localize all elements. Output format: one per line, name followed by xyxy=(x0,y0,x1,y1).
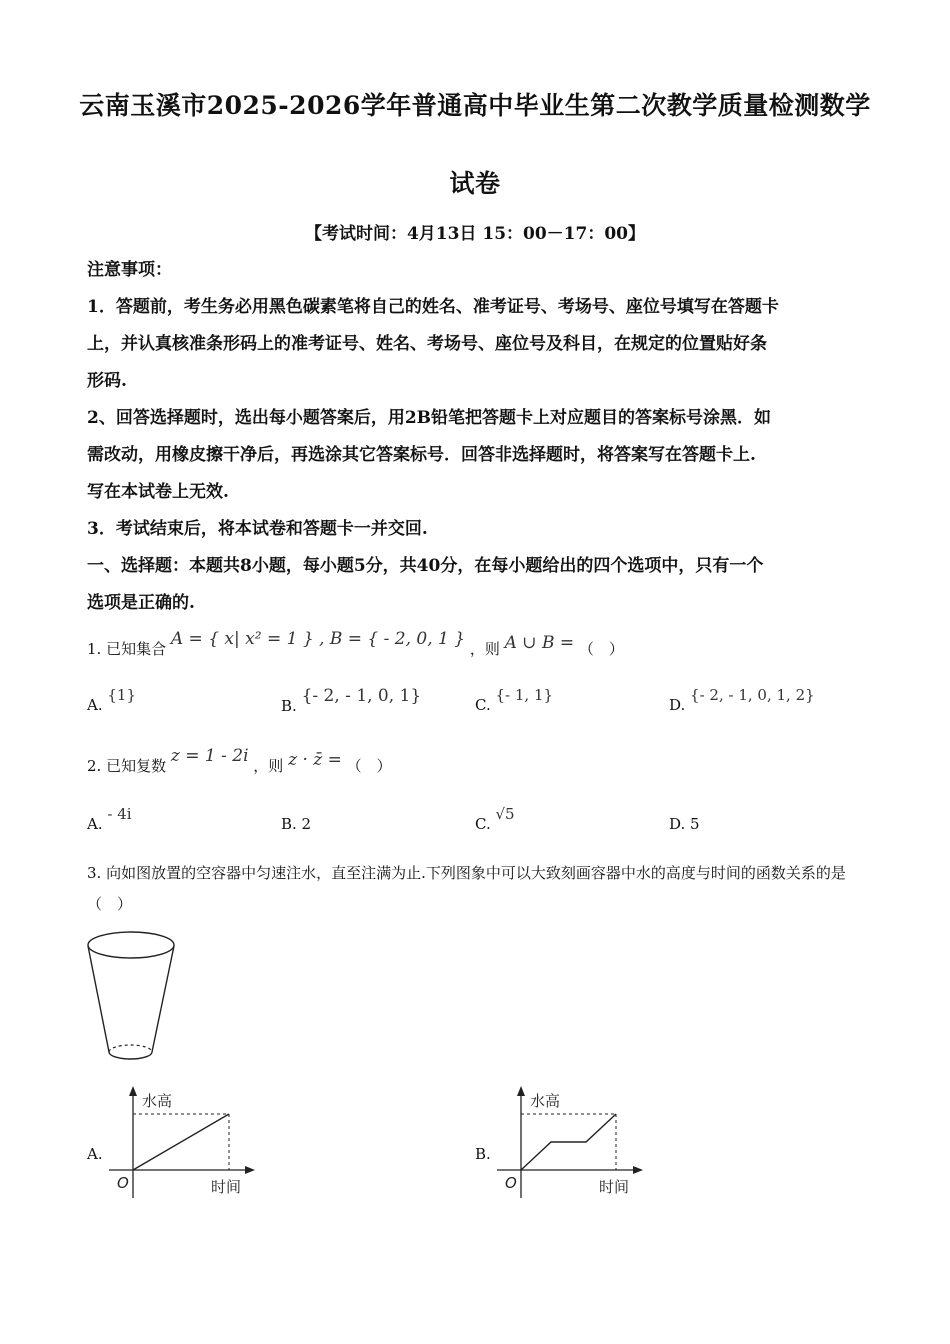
notice-block xyxy=(87,252,867,622)
question-2 xyxy=(87,746,392,776)
q1-set-definition: A = { x| x² = 1 } , B = { - 2, 0, 1 } xyxy=(170,629,466,649)
question-1 xyxy=(87,629,624,659)
container-base-back xyxy=(109,1045,152,1052)
q2-prefix: 2. 已知复数 xyxy=(87,757,167,775)
q2-mid: ，则 xyxy=(253,757,284,775)
q3-graph-a xyxy=(105,1084,265,1204)
graph-b-xlabel: 时间 xyxy=(599,1178,630,1196)
graph-a-x-arrow xyxy=(245,1166,255,1174)
q2-option-a[interactable]: A. - 4i xyxy=(87,805,132,833)
section-heading-b: 选项是正确的. xyxy=(87,593,195,613)
container-figure xyxy=(80,926,190,1068)
q1-option-d-value: {- 2, - 1, 0, 1, 2} xyxy=(690,686,815,704)
q2-paren: （ ） xyxy=(346,757,392,775)
q2-option-c-value: √5 xyxy=(495,805,515,823)
graph-a-y-arrow xyxy=(129,1086,137,1096)
q1-expression: A ∪ B = xyxy=(504,633,575,653)
graph-a-xlabel: 时间 xyxy=(211,1178,242,1196)
q2-option-c[interactable]: C. √5 xyxy=(475,805,515,833)
q2-option-b[interactable]: B. 2 xyxy=(281,815,312,833)
container-top-rim xyxy=(88,932,174,958)
graph-b-x-arrow xyxy=(633,1166,643,1174)
graph-b-y-arrow xyxy=(517,1086,525,1096)
exam-time: 【考试时间：4月13日 15：00－17：00】 xyxy=(304,224,646,244)
container-base-front xyxy=(109,1052,152,1059)
q2-expression: z · z̄ = xyxy=(288,750,342,770)
q1-option-a-value: {1} xyxy=(107,686,137,704)
graph-a-ylabel: 水高 xyxy=(142,1092,173,1110)
q1-option-d[interactable]: D. {- 2, - 1, 0, 1, 2} xyxy=(669,686,815,714)
q1-option-c[interactable]: C. {- 1, 1} xyxy=(475,686,554,714)
q2-option-a-value: - 4i xyxy=(107,805,132,823)
q3-graph-b xyxy=(493,1084,653,1204)
q2-option-d[interactable]: D. 5 xyxy=(669,815,700,833)
graph-b-curve xyxy=(521,1114,616,1170)
question-3-text: 3. 向如图放置的空容器中匀速注水，直至注满为止.下列图象中可以大致刻画容器中水的高度与时间的函数关系的是（ ） xyxy=(87,864,846,913)
notice-2b: 需改动，用橡皮擦干净后，再选涂其它答案标号．回答非选择题时，将答案写在答题卡上. xyxy=(87,445,756,465)
q3-option-b-label[interactable]: B. xyxy=(475,1145,491,1163)
notice-1c: 形码. xyxy=(87,371,127,391)
q3-option-a-label[interactable]: A. xyxy=(87,1145,103,1163)
exam-title-line1: 云南玉溪市2025-2026学年普通高中毕业生第二次教学质量检测数学 xyxy=(79,91,871,120)
notice-1b: 上，并认真核准条形码上的准考证号、姓名、考场号、座位号及科目，在规定的位置贴好条 xyxy=(87,334,767,354)
graph-a-origin: O xyxy=(117,1174,129,1192)
graph-a-curve xyxy=(133,1114,229,1170)
q1-mid: ，则 xyxy=(469,640,500,658)
notice-3: 3．考试结束后，将本试卷和答题卡一并交回. xyxy=(87,519,428,539)
notice-1a: 1．答题前，考生务必用黑色碳素笔将自己的姓名、准考证号、考场号、座位号填写在答题卡 xyxy=(87,297,779,317)
notice-2c: 写在本试卷上无效. xyxy=(87,482,229,502)
q1-paren: （ ） xyxy=(578,640,624,658)
q1-option-b[interactable]: B. {- 2, - 1, 0, 1} xyxy=(281,686,422,715)
graph-b-origin: O xyxy=(505,1174,517,1192)
section-heading-a: 一、选择题：本题共8小题，每小题5分，共40分，在每小题给出的四个选项中，只有一个 xyxy=(87,556,764,576)
container-right-wall xyxy=(152,946,174,1052)
q1-prefix: 1. 已知集合 xyxy=(87,640,167,658)
notice-2a: 2、回答选择题时，选出每小题答案后，用2B铅笔把答题卡上对应题目的答案标号涂黑．如 xyxy=(87,408,772,428)
q1-option-b-value: {- 2, - 1, 0, 1} xyxy=(301,686,422,706)
q1-option-a[interactable]: A. {1} xyxy=(87,686,137,714)
q2-complex-z: z = 1 - 2i xyxy=(170,746,249,766)
notice-heading: 注意事项： xyxy=(87,260,172,280)
container-left-wall xyxy=(88,946,109,1052)
exam-title-line2: 试卷 xyxy=(449,169,501,198)
q1-option-c-value: {- 1, 1} xyxy=(495,686,554,704)
graph-b-ylabel: 水高 xyxy=(530,1092,561,1110)
